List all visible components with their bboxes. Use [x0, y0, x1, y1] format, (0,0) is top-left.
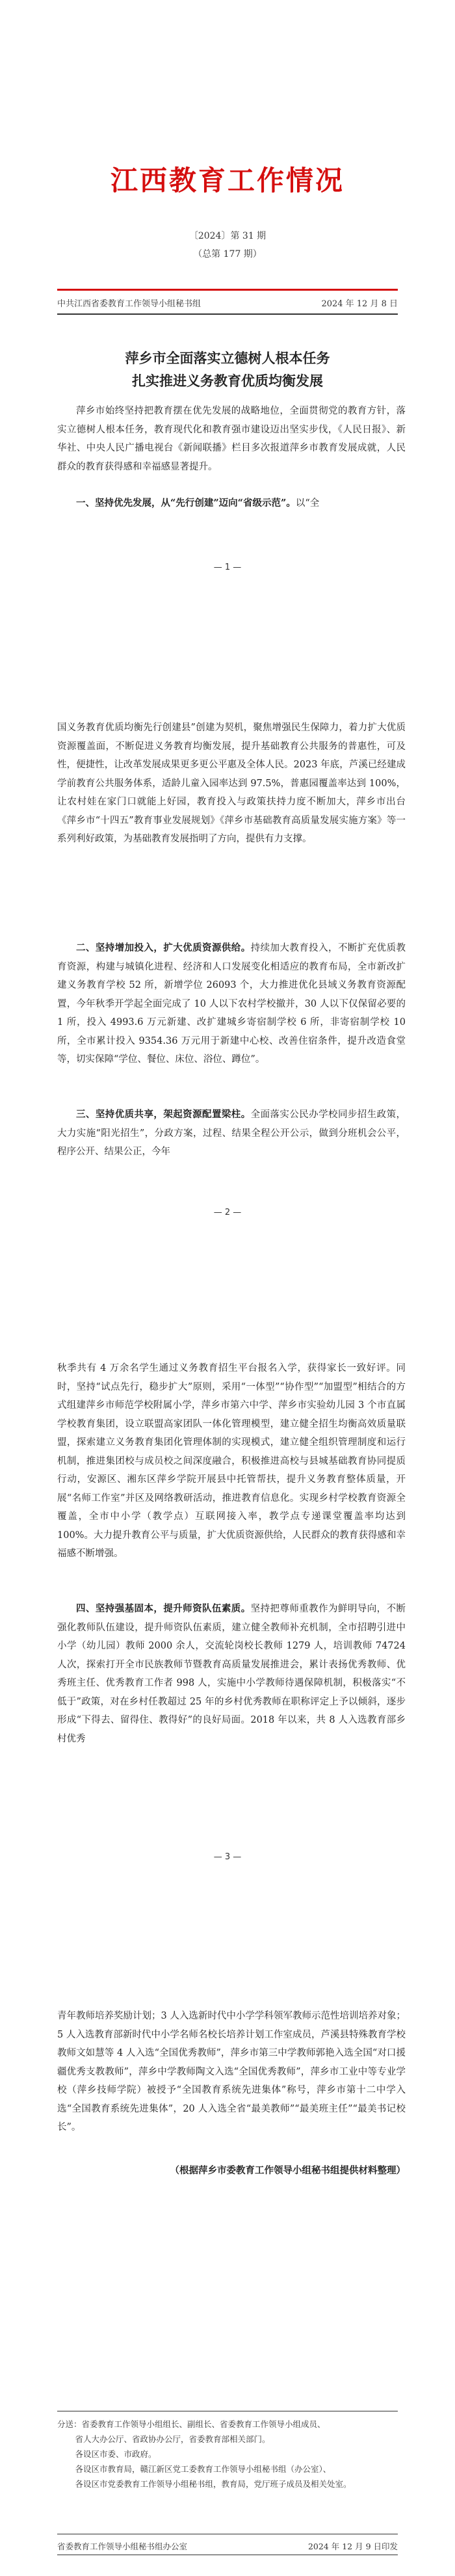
distribution-list: [57, 2417, 408, 2491]
section-3-continued: 秋季共有 4 万余名学生通过义务教育招生平台报名入学，获得家长一致好评。同时，坚持“试点先行，稳步扩大”原则，采用“一体型”“协作型”“加盟型”相结合的方式组建萍乡市师范学校附属小学，萍乡市第六中学、萍乡市实验幼儿园 3 个市直属学校教育集团，设立联盟高家团队一体化管理模型，建立健全招生均衡高效质量联盟，探索建立义务教育集团化管理体制的实现模式，建立健全组织管理制度和运行机制，推进集团校与成员校之间深度融合，积极推进高校与县城基础教育协同提质行动，安源区、湘东区萍乡学院开展县中托管帮扶，提升义务教育整体质量，开展“名师工作室”并区及网络教研活动，推进教育信息化。实现乡村学校教育资源全覆盖，全市中小学（教学点）互联网接入率，教学点专递课堂覆盖率均达到 100%。大力提升教育公平与质量，扩大优质资源供给，人民群众的教育获得感和幸福感不断增强。: [57, 1363, 406, 1559]
issue-number: 〔2024〕第 31 期: [188, 231, 266, 241]
masthead-bottom-rule: [57, 313, 398, 315]
section-1-heading: 一、坚持优先发展，从“先行创建”迈向“省级示范”。: [76, 498, 296, 509]
distribution-line-4: 各设区市教育局，赣江新区党工委教育工作领导小组秘书组（办公室）、: [75, 2464, 332, 2474]
footer-issuer: 省委教育工作领导小组秘书组办公室: [57, 2542, 188, 2551]
distribution-line-5: 各设区市党委教育工作领导小组秘书组，教育局，党厅班子成员及相关处室。: [75, 2479, 352, 2489]
page-number-1: — 1 —: [213, 563, 242, 572]
article-title-line1: 萍乡市全面落实立德树人根本任务: [125, 350, 330, 366]
section-2-text: 持续加大教育投入，不断扩充优质教育资源，构建与城镇化进程、经济和人口发展变化相适应的教育布局，全市新改扩建义务教育学校 52 所，新增学位 26093 个，大力推进优化县域义务教育资源配置，今年秋季开学起全面完成了 10 人以下农村学校撤并，30 人以下仅保留必要的 1 所，投入 4993.6 万元新建、改扩建城乡寄宿制学校 6 所，非寄宿制学校 10 所，全市累计投入 9354.36 万元用于新建中心校、改善住宿条件，提升改造食堂等，切实保障“学位、餐位、床位、浴位、蹲位”。: [57, 943, 406, 1065]
footer-print-date: 2024 年 12 月 9 日印发: [307, 2542, 398, 2551]
distribution-line-2: 省人大办公厅、省政协办公厅，省委教育部相关部门。: [75, 2434, 270, 2444]
source-note: （根据萍乡市委教育工作领导小组秘书组提供材料整理）: [170, 2165, 406, 2176]
distribution-line-3: 各设区市委、市政府。: [75, 2449, 157, 2459]
section-1-start: [57, 494, 406, 513]
section-1-text-start: 以“全: [295, 498, 320, 509]
masthead-title: 江西教育工作情况: [110, 165, 344, 196]
section-4-heading: 四、坚持强基固本，提升师资队伍素质。: [76, 1603, 251, 1614]
distribution-line-1: 分送：省委教育工作领导小组组长、副组长、省委教育工作领导小组成员、: [57, 2419, 326, 2429]
section-3-text: 全面落实公民办学校同步招生政策，大力实施“阳光招生”，分政方案，过程、结果全程公开公示，做到分班机会公平，程序公开、结果公正，今年: [57, 1109, 406, 1157]
section-1-continued: 国义务教育优质均衡先行创建县”创建为契机，聚焦增强民生保障力，着力扩大优质资源覆盖面，不断促进义务教育均衡发展，提升基础教育公共服务的普惠性，可及性，便捷性，让改革发展成果更多更公平惠及全体人民。2023 年底，芦溪已经建成学前教育公共服务体系，适龄儿童入园率达到 97.5%，普惠园覆盖率达到 100%，让农村娃在家门口就能上好园，教育投入与政策扶持力度不断加大，萍乡市出台《萍乡市“十四五”教育事业发展规划》《萍乡市基础教育高质量发展实施方案》等一系列利好政策，为基础教育发展指明了方向，提供有力支撑。: [57, 723, 406, 844]
total-issue-number: （总第 177 期）: [193, 249, 262, 259]
section-4-text: 坚持把尊师重教作为鲜明导向，不断强化教师队伍建设，提升师资队伍素质，建立健全教师补充机制，全市招聘引进中小学（幼儿园）教师 2000 余人，交流轮岗校长教师 1279 人，培训教师 74724 人次，探索打开全市民族教师节暨教育高质量发展推进会，累计表扬优秀教师、优秀班主任、优秀教育工作者 998 人，实施中小学教师待遇保障机制，积极落实“不低于”政策，对在乡村任教超过 25 年的乡村优秀教师在职称评定上予以倾斜，逐步形成“下得去、留得住、教得好”的良好局面。2018 年以来，共 8 人入选教育部乡村优秀: [57, 1604, 406, 1744]
section-2-paragraph: [57, 939, 406, 1069]
section-2-heading: 二、坚持增加投入，扩大优质资源供给。: [76, 942, 251, 953]
issuer: 中共江西省委教育工作领导小组秘书组: [57, 299, 202, 309]
masthead-top-rule: [57, 289, 398, 291]
page-number-2: — 2 —: [213, 1208, 242, 1217]
intro-paragraph: 萍乡市始终坚持把教育摆在优先发展的战略地位，全面贯彻党的教育方针，落实立德树人根本任务，教育现代化和教育强市建设迈出坚实步伐，《人民日报》、新华社、中央人民广播电视台《新闻联播》栏目多次报道萍乡市教育发展成就，人民群众的教育获得感和幸福感显著提升。: [57, 406, 406, 472]
page-number-3: — 3 —: [213, 1852, 242, 1862]
issue-date: 2024 年 12 月 8 日: [321, 299, 398, 309]
section-4-continued: 青年教师培养奖励计划；3 人入选新时代中小学学科领军教师示范性培训培养对象；5 人入选教育部新时代中小学名师名校长培养计划工作室成员，芦溪县特殊教育学校教师文如慧等 4 人入选“全国优秀教师”，萍乡市第三中学教师郭艳入选全国“对口援疆优秀支教教师”，萍乡中学教师陶文入选“全国优秀教师”，萍乡市工业中等专业学校（萍乡技师学院）被授予“全国教育系统先进集体”称号，萍乡市第十二中学入选“全国教育系统先进集体”，20 人入选全省“最美教师”“最美班主任”“最美书记校长”。: [57, 2011, 406, 2132]
section-3-heading: 三、坚持优质共享，架起资源配置梁柱。: [76, 1109, 251, 1120]
article-title-line2: 扎实推进义务教育优质均衡发展: [132, 373, 323, 389]
section-3-paragraph: [57, 1106, 406, 1162]
section-4-paragraph: [57, 1600, 406, 1748]
